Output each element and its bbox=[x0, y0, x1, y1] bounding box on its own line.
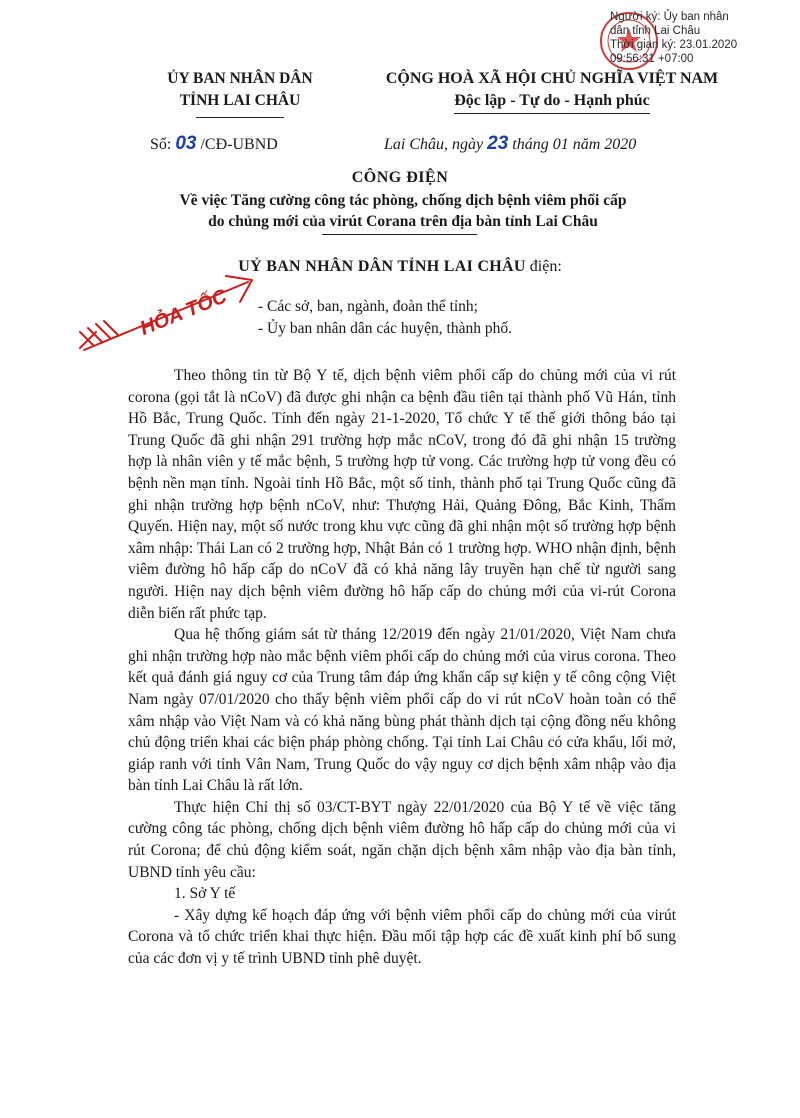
national-motto: Độc lập - Tự do - Hạnh phúc bbox=[454, 90, 650, 114]
date-day: 23 bbox=[487, 133, 509, 154]
nation-name: CỘNG HOÀ XÃ HỘI CHỦ NGHĨA VIỆT NAM bbox=[385, 70, 719, 87]
number-suffix: /CĐ-UBND bbox=[196, 136, 278, 153]
number-prefix: Số: bbox=[150, 136, 176, 153]
issuing-agency bbox=[140, 68, 340, 112]
urgent-stamp-text: HỎA TỐC bbox=[137, 285, 231, 340]
section-heading: 1. Sở Y tế bbox=[174, 885, 236, 903]
signature-time-cont: 09:56:31 +07:00 bbox=[610, 53, 694, 65]
signature-signer-cont: dân tỉnh Lai Châu bbox=[610, 25, 701, 37]
signature-time: Thời gian ký: 23.01.2020 bbox=[610, 39, 738, 51]
body-paragraph: Theo thông tin từ Bộ Y tế, dịch bệnh viêm phổi cấp do chủng mới của vi rút corona (gọi tắt là nCoV) đã được ghi nhận ca bệnh đầu tiên tại thành phố Vũ Hán, tỉnh Hồ Bắc, Trung Quốc. Tính đến ngày 21-1-2020, Tổ chức Y tế thế giới thông báo tại Trung Quốc đã ghi nhận 291 trường hợp mắc nCoV, trong đó đã ghi nhận 15 trường hợp là nhân viên y tế mắc bệnh, 5 trường hợp tử vong. Các trường hợp tử vong đều có bệnh nền mạn tính. Ngoài tỉnh Hồ Bắc, một số tỉnh, thành phố tại Trung Quốc cũng đã ghi nhận trường hợp bệnh nCoV, như: Thượng Hải, Quảng Đông, Bắc Kinh, Thẩm Quyến. Hiện nay, một số nước trong khu vực cũng đã ghi nhận một số trường hợp bệnh xâm nhập: Thái Lan có 2 trường hợp, Nhật Bản có 1 trường hợp. WHO nhận định, bệnh viêm đường hô hấp cấp do nCoV đã có khả năng lây truyền hạn chế từ người sang người. Hiện nay dịch bệnh viêm đường hô hấp cấp do chủng mới của vi-rút Corona diễn biến rất phức tạp. bbox=[128, 367, 676, 622]
agency-line-2: TỈNH LAI CHÂU bbox=[179, 92, 301, 109]
body-paragraph: - Xây dựng kế hoạch đáp ứng với bệnh viêm phổi cấp do chủng mới của virút Corona và tổ chức triển khai thực hiện. Đầu mối tập hợp các đề xuất kinh phí bổ sung của các đơn vị y tế trình UBND tỉnh phê duyệt. bbox=[128, 906, 676, 968]
document-body bbox=[128, 365, 676, 970]
body-paragraph: Thực hiện Chỉ thị số 03/CT-BYT ngày 22/01/2020 của Bộ Y tế về việc tăng cường công tác phòng, chống dịch bệnh viêm đường hô hấp cấp do chủng mới của vi rút Corona; để chủ động kiểm soát, ngăn chặn dịch bệnh xâm nhập vào địa bàn tỉnh, UBND tỉnh yêu cầu: bbox=[128, 798, 676, 881]
number-value: 03 bbox=[175, 133, 197, 154]
document-subject bbox=[120, 190, 686, 232]
date-suffix: tháng 01 năm 2020 bbox=[508, 136, 637, 153]
subject-line-1: Về việc Tăng cường công tác phòng, chống dịch bệnh viêm phổi cấp bbox=[179, 192, 627, 209]
recipient-item: - Ủy ban nhân dân các huyện, thành phố. bbox=[258, 320, 512, 337]
sender-suffix: điện: bbox=[525, 258, 562, 275]
document-type: CÔNG ĐIỆN bbox=[351, 169, 449, 186]
national-header bbox=[352, 68, 752, 114]
document-number bbox=[150, 133, 278, 155]
document-date bbox=[384, 133, 636, 155]
date-prefix: Lai Châu, ngày bbox=[384, 136, 488, 153]
body-paragraph: Qua hệ thống giám sát từ tháng 12/2019 đến ngày 21/01/2020, Việt Nam chưa ghi nhận trường hợp nào mắc bệnh viêm phổi cấp do chủng mới của virus corona. Theo kết quả đánh giá nguy cơ của Trung tâm đáp ứng khẩn cấp sự kiện y tế công cộng Việt Nam ngày 07/01/2020 cho thấy bệnh viêm phổi cấp do vi rút nCoV hoàn toàn có thể xâm nhập vào Việt Nam và có khả năng bùng phát thành dịch tại cộng đồng nếu không chủ động triển khai các biện pháp phòng chống. Tại tỉnh Lai Châu có cửa khẩu, lối mở, giáp ranh với tỉnh Vân Nam, Trung Quốc do vậy nguy cơ dịch bệnh xâm nhập vào địa bàn tỉnh Lai Châu là rất lớn. bbox=[128, 626, 676, 795]
agency-underline bbox=[196, 117, 284, 118]
recipient-list bbox=[258, 296, 512, 340]
agency-line-1: ỦY BAN NHÂN DÂN bbox=[167, 70, 313, 87]
sender-name: UỶ BAN NHÂN DÂN TỈNH LAI CHÂU bbox=[238, 258, 526, 275]
signature-signer: Người ký: Ủy ban nhân bbox=[610, 11, 729, 23]
subject-line-2: do chủng mới của virút Corana trên địa bàn tỉnh Lai Châu bbox=[208, 213, 598, 230]
signature-text bbox=[610, 10, 798, 66]
digital-signature bbox=[598, 8, 798, 74]
urgent-stamp-icon bbox=[76, 270, 266, 356]
recipient-item: - Các sở, ban, ngành, đoàn thể tỉnh; bbox=[258, 298, 478, 315]
subject-underline bbox=[322, 234, 477, 235]
